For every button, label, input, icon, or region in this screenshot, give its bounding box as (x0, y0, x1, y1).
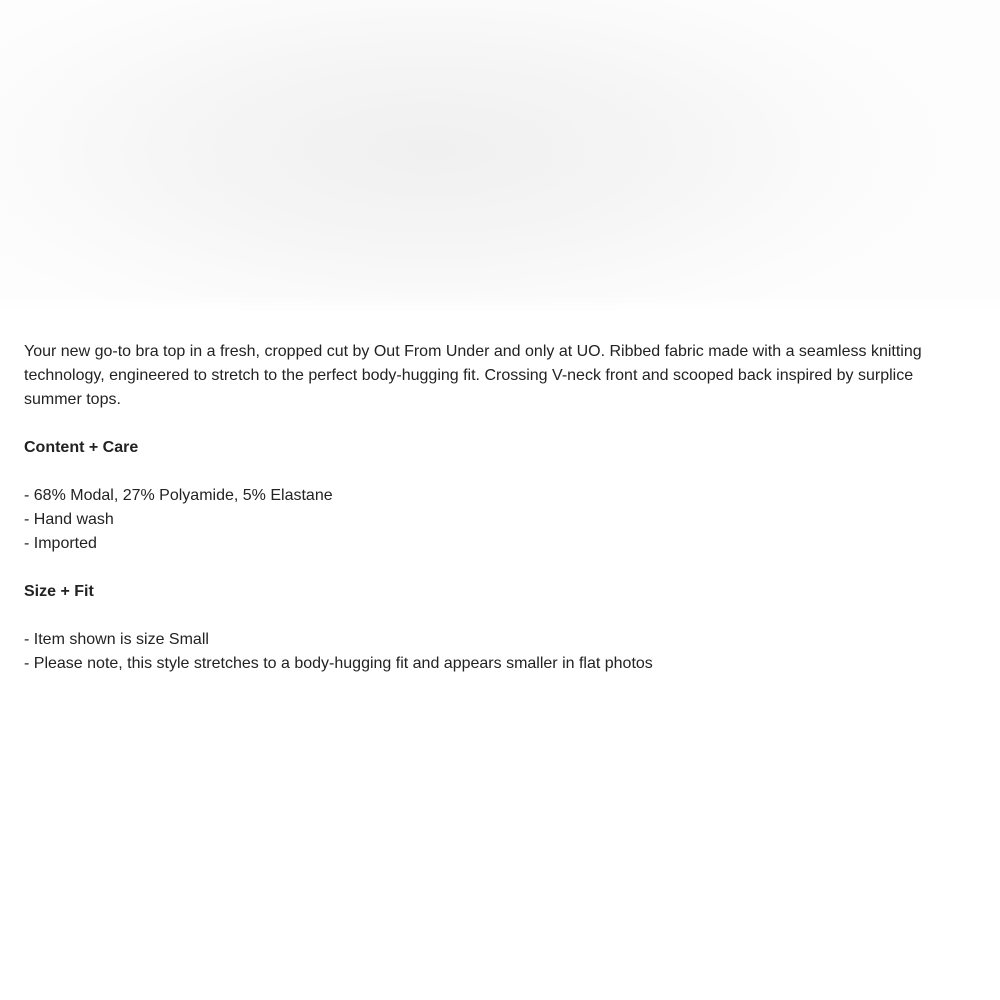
list-item: - 68% Modal, 27% Polyamide, 5% Elastane (24, 487, 333, 504)
content-care-list (24, 484, 964, 556)
list-item: - Item shown is size Small (24, 631, 209, 648)
product-description (24, 340, 964, 676)
list-item: - Imported (24, 535, 97, 552)
size-fit-list (24, 628, 964, 676)
size-fit-heading: Size + Fit (24, 583, 94, 600)
blurred-image-top (0, 0, 1000, 313)
list-item: - Hand wash (24, 511, 114, 528)
description-text: Your new go-to bra top in a fresh, cropped cut by Out From Under and only at UO. Ribbed fabric made with a seamless knitting technology, engineered to stretch to the perfect body-hugging fit. Crossing V-neck front and scooped back inspired by surplice summer tops. (24, 343, 922, 408)
list-item: - Please note, this style stretches to a body-hugging fit and appears smaller in flat photos (24, 655, 653, 672)
blurred-image-bottom (0, 688, 1000, 1000)
content-care-heading: Content + Care (24, 439, 139, 456)
